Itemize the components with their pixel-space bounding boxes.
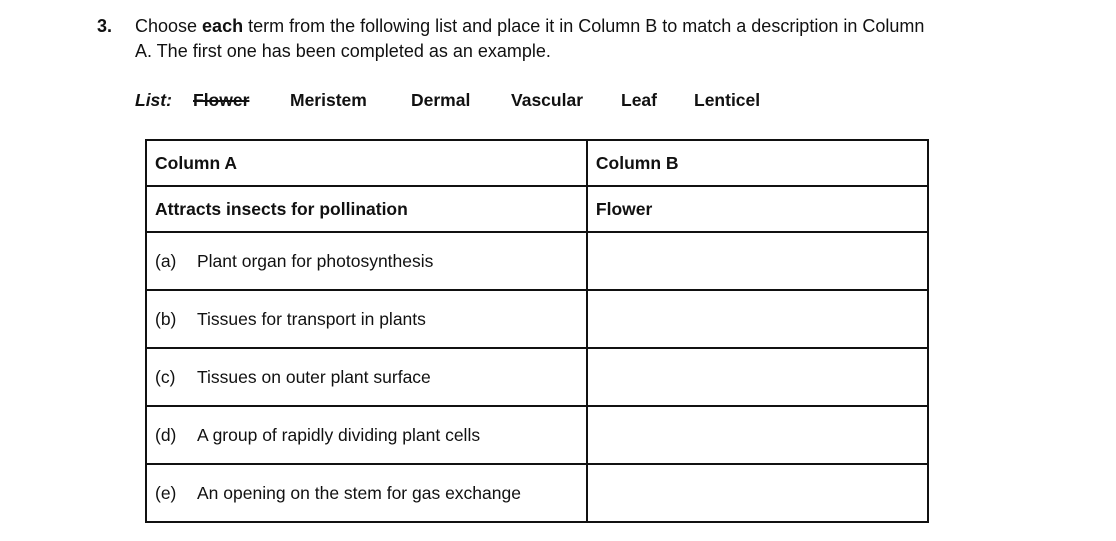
row-d-description (146, 406, 587, 464)
term-list (0, 90, 1116, 114)
row-description: Tissues on outer plant surface (197, 366, 431, 387)
column-a-header: Column A (146, 140, 587, 186)
column-b-header: Column B (587, 140, 928, 186)
row-description: A group of rapidly dividing plant cells (197, 424, 481, 445)
answer-cell-c[interactable] (587, 348, 928, 406)
example-answer: Flower (587, 186, 928, 232)
table-row (146, 464, 928, 522)
term-vascular: Vascular (511, 90, 583, 110)
row-letter: (a) (155, 250, 177, 271)
row-e-description (146, 464, 587, 522)
row-letter: (d) (155, 424, 177, 445)
answer-cell-d[interactable] (587, 406, 928, 464)
example-description: Attracts insects for pollination (146, 186, 587, 232)
row-description: An opening on the stem for gas exchange (197, 482, 521, 503)
row-c-description (146, 348, 587, 406)
table-header-row (146, 140, 928, 186)
row-letter: (e) (155, 482, 177, 503)
term-flower-crossed: Flower (193, 90, 250, 110)
table-row (146, 290, 928, 348)
row-letter: (c) (155, 366, 176, 387)
question-number: 3. (97, 16, 113, 36)
row-a-description (146, 232, 587, 290)
table-row (146, 406, 928, 464)
answer-cell-a[interactable] (587, 232, 928, 290)
row-b-description (146, 290, 587, 348)
question-text (135, 14, 935, 64)
term-dermal: Dermal (411, 90, 471, 110)
table-row (146, 348, 928, 406)
answer-cell-b[interactable] (587, 290, 928, 348)
table-row (146, 232, 928, 290)
term-leaf: Leaf (621, 90, 657, 110)
question-text-start: Choose (135, 16, 203, 36)
term-list-label: List: (135, 90, 172, 110)
term-lenticel: Lenticel (694, 90, 761, 110)
matching-table (145, 139, 929, 523)
row-description: Tissues for transport in plants (197, 308, 426, 329)
term-meristem: Meristem (290, 90, 367, 110)
question-text-end: term from the following list and place it in Column B to match a description in Column A. The first one has been completed as an example. (135, 16, 925, 61)
answer-cell-e[interactable] (587, 464, 928, 522)
row-letter: (b) (155, 308, 177, 329)
row-description: Plant organ for photosynthesis (197, 250, 434, 271)
example-row (146, 186, 928, 232)
question-text-emphasis: each (202, 16, 244, 36)
